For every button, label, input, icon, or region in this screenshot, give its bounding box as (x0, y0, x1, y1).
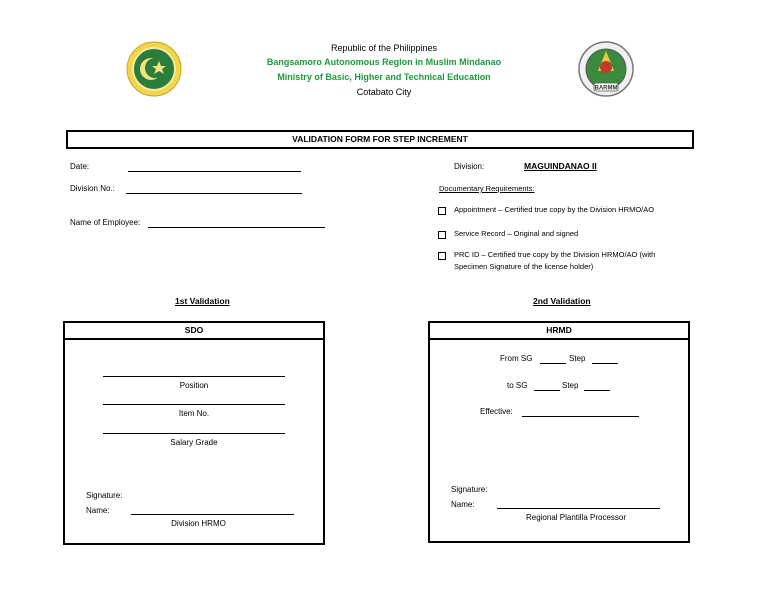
requirement-appointment: Appointment – Certified true copy by the Division HRMO/AO (454, 205, 655, 214)
requirement-prc-id-continued: Specimen Signature of the license holder) (454, 262, 594, 271)
hrmd-name-field[interactable] (497, 508, 660, 509)
from-sg-field[interactable] (540, 363, 566, 364)
requirement-prc-id: PRC ID – Certified true copy by the Division HRMO/AO (with (454, 250, 656, 259)
right-seal-label: BARMM (594, 85, 618, 92)
position-label: Position (179, 381, 209, 390)
header-city: Cotabato City (356, 87, 412, 97)
sdo-name-label: Name: (86, 506, 110, 515)
date-field[interactable] (128, 171, 301, 172)
employee-name-label: Name of Employee: (70, 218, 141, 227)
sdo-signature-label: Signature: (86, 491, 123, 500)
salary-grade-label: Salary Grade (170, 438, 218, 447)
sdo-name-field[interactable] (131, 514, 294, 515)
employee-name-field[interactable] (148, 227, 325, 228)
division-value: MAGUINDANAO II (524, 161, 597, 171)
step-to-field[interactable] (584, 390, 610, 391)
hrmd-box (428, 321, 690, 543)
header-republic: Republic of the Philippines (330, 43, 438, 53)
division-no-field[interactable] (126, 193, 302, 194)
form-title: VALIDATION FORM FOR STEP INCREMENT (66, 130, 694, 149)
service-record-checkbox[interactable] (438, 231, 446, 239)
position-field[interactable] (103, 376, 285, 377)
prc-id-checkbox[interactable] (438, 252, 446, 260)
from-sg-label: From SG (500, 354, 533, 363)
requirement-service-record: Service Record – Original and signed (454, 229, 579, 238)
step-from-label: Step (569, 354, 586, 363)
documentary-requirements-label: Documentary Requirements: (439, 184, 535, 193)
effective-label: Effective: (480, 407, 513, 416)
hrmd-name-label: Name: (451, 500, 475, 509)
hrmd-signatory-label: Regional Plantilla Processor (525, 513, 627, 522)
sdo-box-title: SDO (65, 323, 323, 340)
step-to-label: Step (562, 381, 579, 390)
effective-field[interactable] (522, 416, 639, 417)
header-ministry: Ministry of Basic, Higher and Technical Education (277, 72, 491, 82)
salary-grade-field[interactable] (103, 433, 285, 434)
item-no-field[interactable] (103, 404, 285, 405)
header-region: Bangsamoro Autonomous Region in Muslim Mindanao (266, 57, 502, 67)
to-sg-label: to SG (507, 381, 528, 390)
division-no-label: Division No.: (70, 184, 115, 193)
division-label: Division: (454, 162, 485, 171)
item-no-label: Item No. (178, 409, 210, 418)
second-validation-heading: 2nd Validation (533, 296, 591, 306)
hrmd-box-title: HRMD (430, 323, 688, 340)
sdo-signatory-label: Division HRMO (171, 519, 226, 528)
first-validation-heading: 1st Validation (175, 296, 230, 306)
date-label: Date: (70, 162, 90, 171)
step-from-field[interactable] (592, 363, 618, 364)
appointment-checkbox[interactable] (438, 207, 446, 215)
hrmd-signature-label: Signature: (451, 485, 488, 494)
to-sg-field[interactable] (534, 390, 560, 391)
